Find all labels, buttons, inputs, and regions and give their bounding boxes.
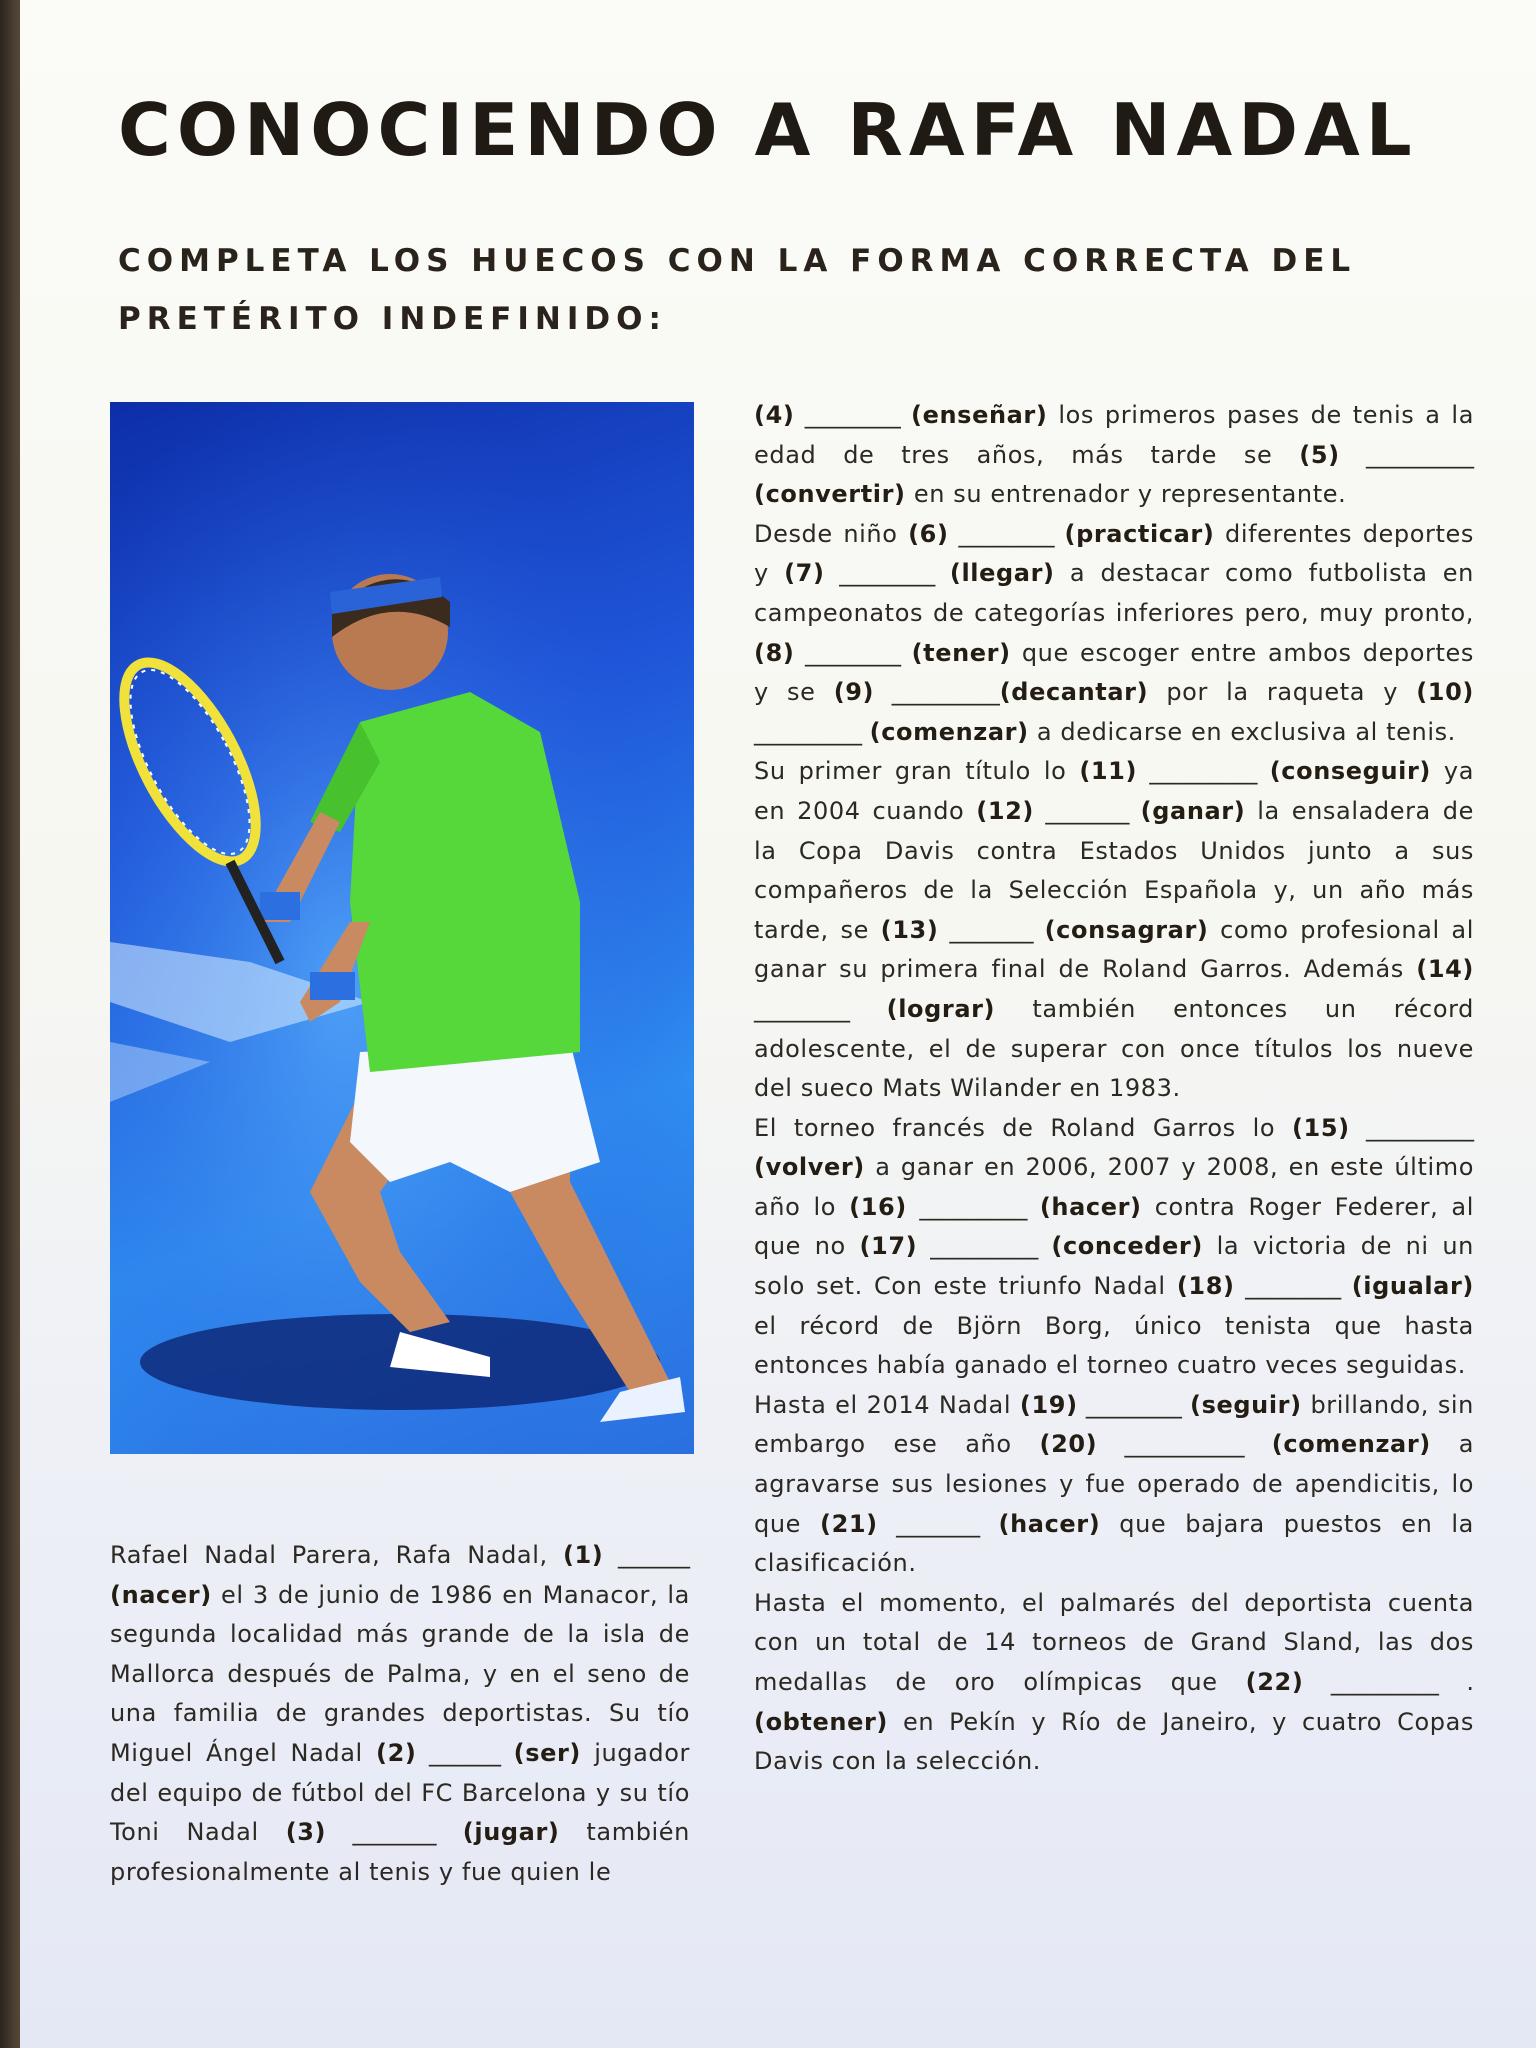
blank-number: (8) xyxy=(754,638,795,667)
blank-number: (13) xyxy=(880,915,939,944)
blank-number: (21) xyxy=(820,1509,878,1538)
verb-hint: (comenzar) xyxy=(869,717,1029,746)
fill-in-blank: _______ xyxy=(326,1818,463,1847)
fill-in-blank: __________ xyxy=(1097,1430,1272,1459)
verb-hint: (ganar) xyxy=(1140,796,1246,825)
blank-number: (11) xyxy=(1079,757,1138,786)
worksheet-title: CONOCIENDO A RAFA NADAL xyxy=(118,88,1418,172)
verb-hint: (practicar) xyxy=(1064,519,1215,548)
fill-in-blank: _______ xyxy=(938,915,1045,944)
blank-number: (7) xyxy=(784,559,825,588)
blank-number: (16) xyxy=(849,1192,907,1221)
worksheet-instructions: COMPLETA LOS HUECOS CON LA FORMA CORRECTA DEL PRETÉRITO INDEFINIDO: xyxy=(118,243,1357,337)
text-column-left xyxy=(110,1536,690,1892)
verb-hint: (hacer) xyxy=(998,1509,1101,1538)
verb-hint: (hacer) xyxy=(1039,1192,1142,1221)
blank-number: (18) xyxy=(1176,1272,1235,1301)
blank-number: (9) xyxy=(833,678,875,707)
verb-hint: (obtener) xyxy=(754,1707,888,1736)
blank-number: (10) xyxy=(1416,678,1474,707)
fill-in-blank: _______ xyxy=(877,1509,999,1538)
blank-number: (22) xyxy=(1245,1668,1304,1696)
verb-hint: (convertir) xyxy=(754,480,906,509)
fill-in-blank: ________ xyxy=(1077,1390,1191,1419)
tennis-player-photo xyxy=(110,402,694,1454)
verb-hint: (jugar) xyxy=(462,1818,560,1847)
blank-number: (19) xyxy=(1019,1390,1078,1419)
verb-hint: (consagrar) xyxy=(1044,915,1209,944)
verb-hint: (llegar) xyxy=(949,559,1055,588)
fill-in-blank: ________ xyxy=(754,994,887,1023)
fill-in-blank: ________ xyxy=(948,519,1065,548)
fill-in-blank: _________ xyxy=(917,1232,1052,1261)
blank-number: (6) xyxy=(908,519,949,548)
fill-in-blank: _________ . xyxy=(1303,1668,1474,1696)
verb-hint: (volver) xyxy=(754,1153,865,1182)
blank-number: (2) xyxy=(376,1738,417,1767)
fill-in-blank: _________ xyxy=(874,678,1000,707)
verb-hint: (seguir) xyxy=(1190,1390,1302,1419)
blank-number: (5) xyxy=(1299,440,1340,469)
verb-hint: (lograr) xyxy=(886,994,996,1023)
fill-in-blank: ______ xyxy=(603,1541,690,1569)
blank-number: (17) xyxy=(859,1232,918,1261)
verb-hint: (enseñar) xyxy=(911,401,1048,429)
paragraph: (4) ________ (enseñar) los primeros pases de tenis a la edad de tres años, más tarde se (5) _________ (convertir) en su entrenador y representante. xyxy=(754,401,1474,509)
blank-number: (20) xyxy=(1039,1430,1098,1459)
paragraph: Desde niño (6) ________ (practicar) diferentes deportes y (7) ________ (llegar) a destacar como futbolista en campeonatos de categorías inferiores pero, muy pronto, (8) ________ (tener) que escoger entre ambos deportes y se (9) _________(decantar) por la raqueta y (10) _________ (comenzar) a dedicarse en exclusiva al tenis. xyxy=(754,519,1474,746)
blank-number: (14) xyxy=(1416,955,1474,984)
paragraph: Rafael Nadal Parera, Rafa Nadal, (1) ______ (nacer) el 3 de junio de 1986 en Manacor, la segunda localidad más grande de la isla de Mallorca después de Palma, y en el seno de una familia de grandes deportistas. Su tío Miguel Ángel Nadal (2) ______ (ser) jugador del equipo de fútbol del FC Barcelona y su tío Toni Nadal (3) _______ (jugar) también profesionalmente al tenis y fue quien le xyxy=(110,1541,691,1886)
verb-hint: (nacer) xyxy=(110,1580,212,1609)
tennis-player-illustration xyxy=(110,402,694,1454)
blank-number: (3) xyxy=(285,1818,327,1847)
paragraph: Hasta el 2014 Nadal (19) ________ (seguir) brillando, sin embargo ese año (20) __________ (comenzar) a agravarse sus lesiones y fue operado de apendicitis, lo que (21) _______ (hacer) que bajara puestos en la clasificación. xyxy=(754,1390,1475,1578)
text-column-right xyxy=(754,396,1474,1782)
verb-hint: (decantar) xyxy=(999,678,1149,707)
fill-in-blank: ________ xyxy=(794,401,912,429)
fill-in-blank: ________ xyxy=(1234,1272,1352,1301)
verb-hint: (conceder) xyxy=(1051,1232,1203,1261)
paragraph: Su primer gran título lo (11) _________ (conseguir) ya en 2004 cuando (12) _______ (ganar) la ensaladera de la Copa Davis contra Estados Unidos junto a sus compañeros de la Selección Española y, un año más tarde, se (13) _______ (consagrar) como profesional al ganar su primera final de Roland Garros. Además (14) ________ (lograr) también entonces un récord adolescente, el de superar con once títulos los nueve del sueco Mats Wilander en 1983. xyxy=(754,757,1475,1103)
fill-in-blank: _______ xyxy=(1034,796,1141,825)
fill-in-blank: ________ xyxy=(794,638,912,667)
blank-number: (4) xyxy=(754,401,795,429)
fill-in-blank: _________ xyxy=(1137,757,1270,786)
wooden-table-edge xyxy=(0,0,22,2048)
verb-hint: (tener) xyxy=(911,638,1011,667)
paragraph: Hasta el momento, el palmarés del deportista cuenta con un total de 14 torneos de Grand Sland, las dos medallas de oro olímpicas que (22) _________ . (obtener) en Pekín y Río de Janeiro, y cuatro Copas Davis con la selección. xyxy=(754,1588,1474,1776)
fill-in-blank: _________ xyxy=(1339,440,1474,469)
fill-in-blank: _________ xyxy=(906,1192,1040,1221)
verb-hint: (conseguir) xyxy=(1269,757,1431,786)
fill-in-blank: _________ xyxy=(754,717,870,746)
blank-number: (15) xyxy=(1291,1113,1350,1142)
blank-number: (1) xyxy=(562,1541,604,1569)
verb-hint: (igualar) xyxy=(1351,1272,1474,1301)
verb-hint: (comenzar) xyxy=(1271,1430,1431,1459)
paragraph: El torneo francés de Roland Garros lo (15) _________ (volver) a ganar en 2006, 2007 y 2008, en este último año lo (16) _________ (hacer) contra Roger Federer, al que no (17) _________ (conceder) la victoria de ni un solo set. Con este triunfo Nadal (18) ________ (igualar) el récord de Björn Borg, único tenista que hasta entonces había ganado el torneo cuatro veces seguidas. xyxy=(754,1113,1474,1380)
fill-in-blank: _________ xyxy=(1349,1113,1474,1142)
fill-in-blank: ________ xyxy=(824,559,950,588)
fill-in-blank: ______ xyxy=(416,1738,514,1767)
blank-number: (12) xyxy=(976,796,1035,825)
verb-hint: (ser) xyxy=(513,1738,581,1767)
